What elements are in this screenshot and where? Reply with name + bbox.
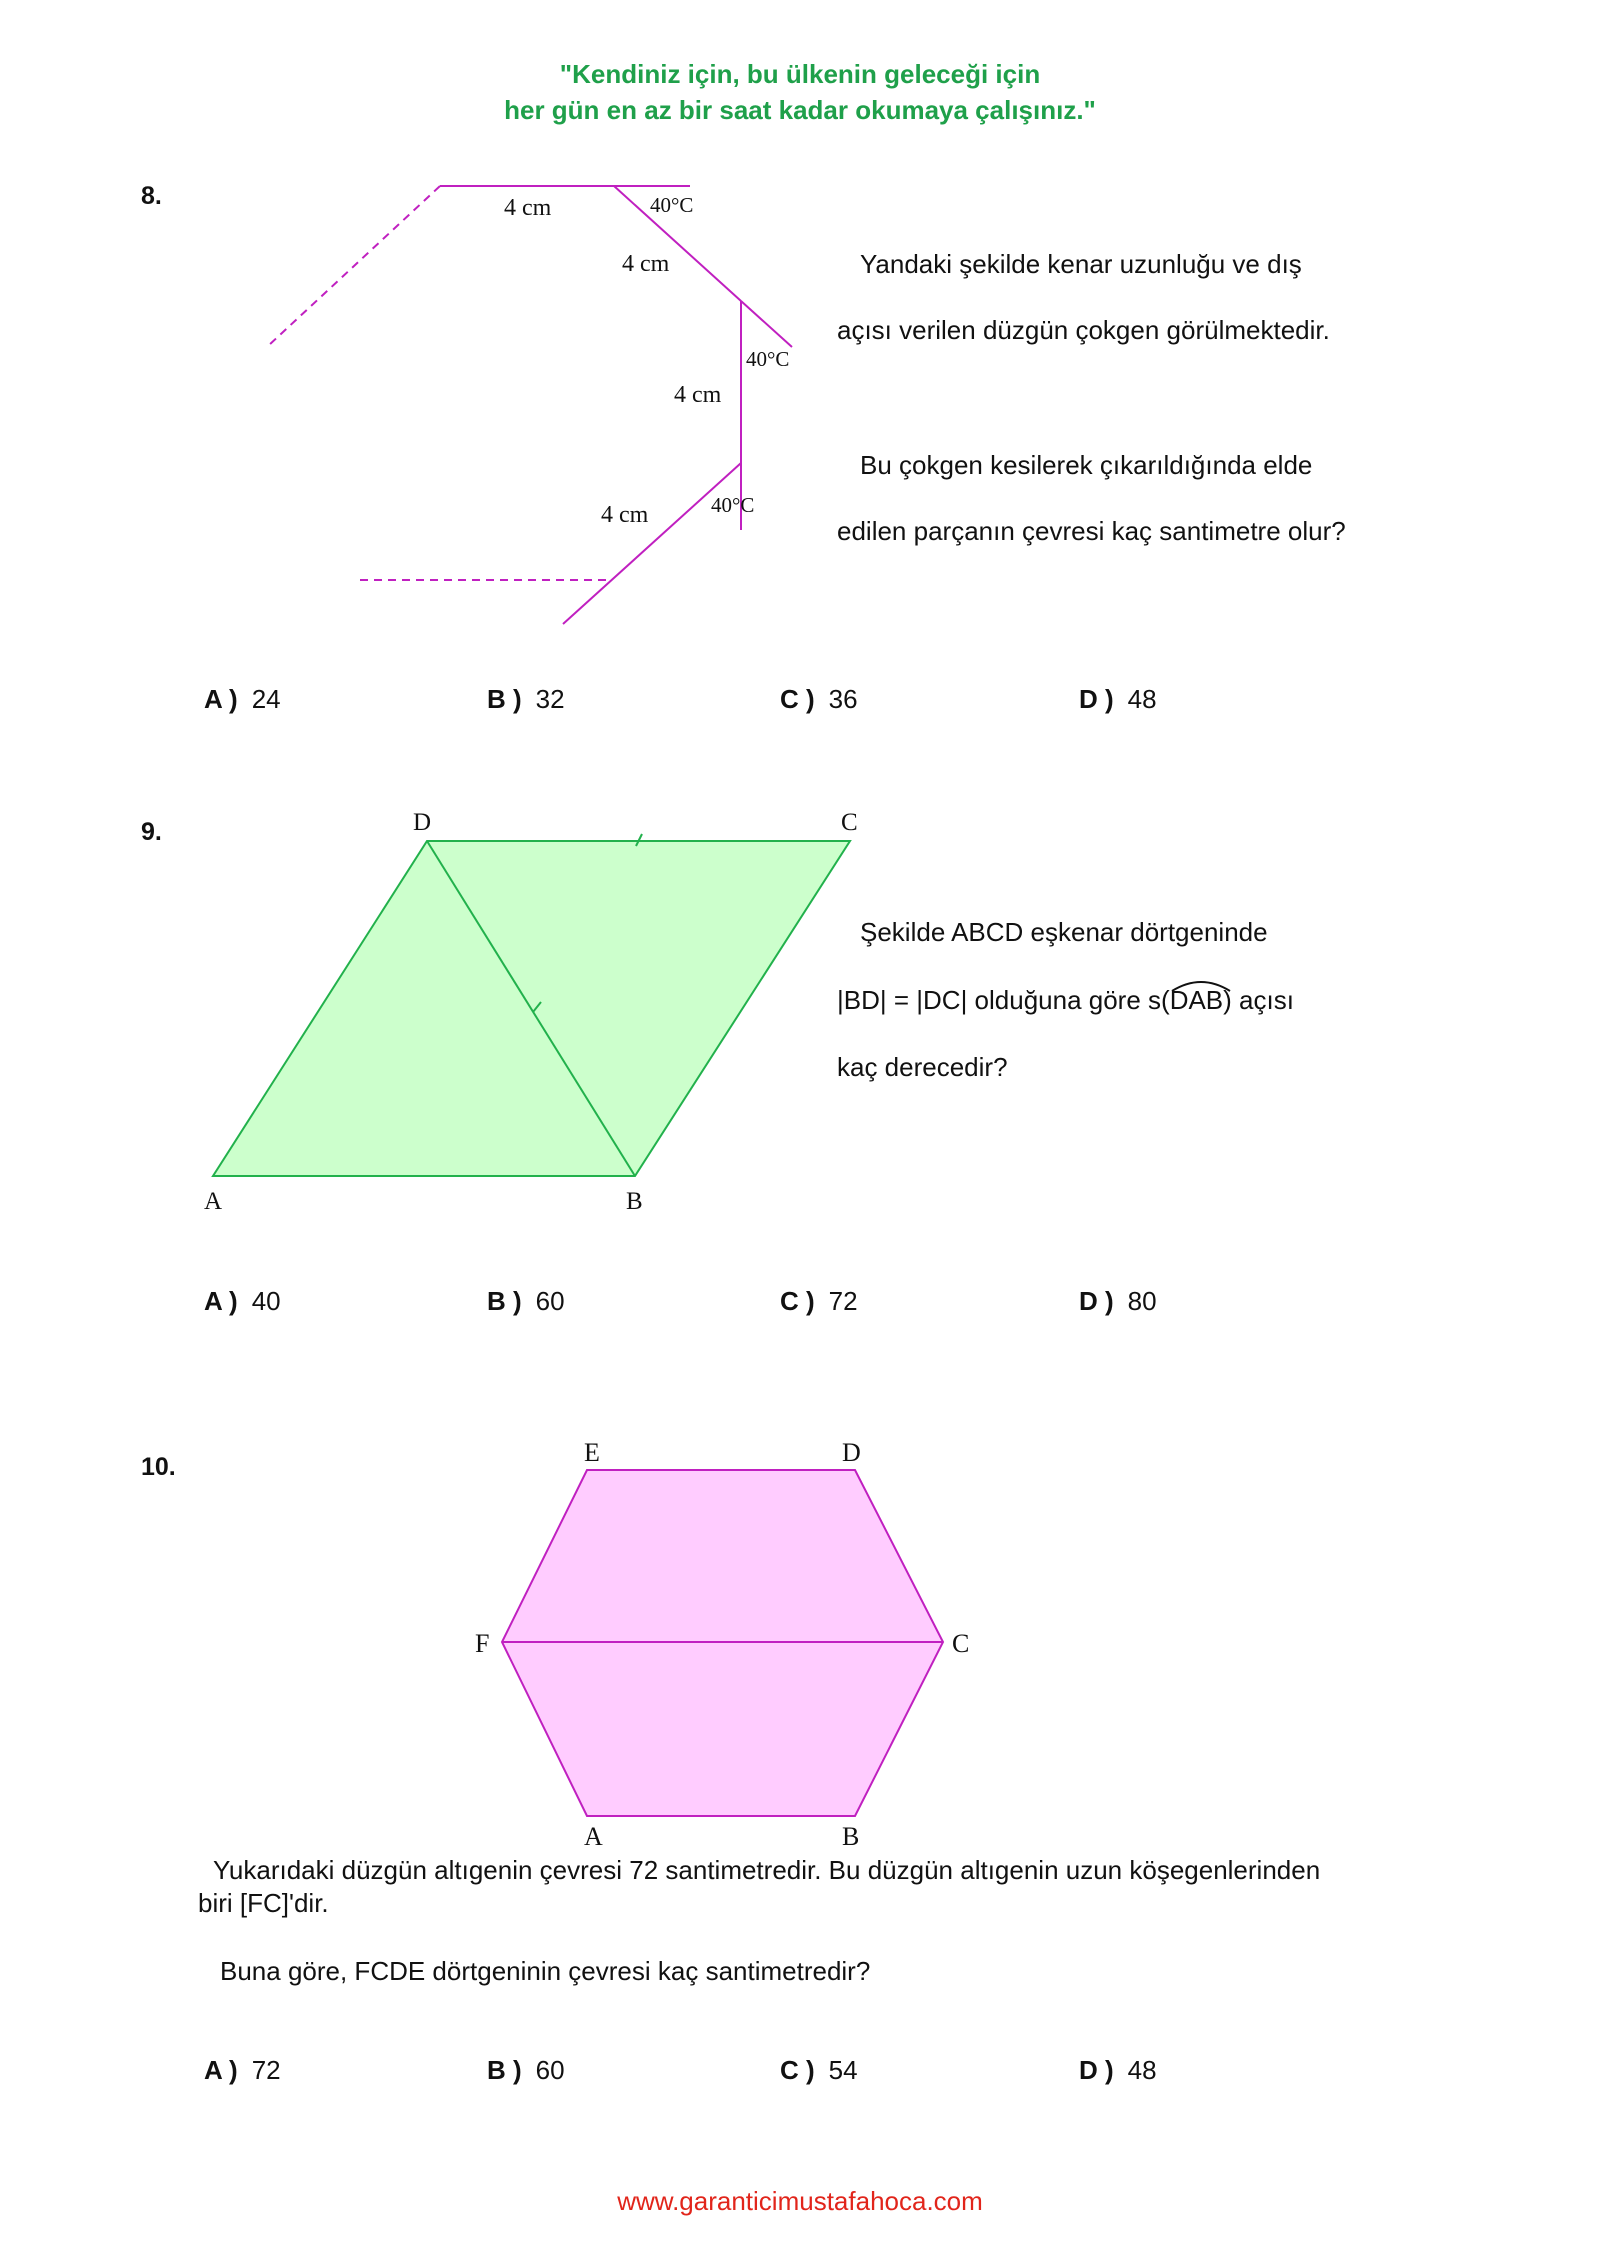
q10-option-a[interactable]	[204, 2055, 281, 2086]
q8-text-line3: Bu çokgen kesilerek çıkarıldığında elde	[860, 450, 1313, 480]
q8-option-a-letter: A )	[204, 684, 238, 714]
q8-label-top-side: 4 cm	[504, 195, 552, 221]
q8-text-line4: edilen parçanın çevresi kaç santimetre olur?	[837, 516, 1346, 546]
q9-rhombus-figure	[0, 780, 1600, 1230]
q8-option-b[interactable]	[487, 684, 565, 715]
header-quote-line2: her gün en az bir saat kadar okumaya çalışınız."	[504, 95, 1096, 125]
q9-label-a: A	[204, 1188, 223, 1215]
q8-polygon-figure	[0, 0, 1600, 700]
q10-label-e: E	[584, 1438, 600, 1467]
q10-label-a: A	[584, 1822, 603, 1850]
q10-label-f: F	[475, 1629, 490, 1658]
q9-text-line2-start: |BD| = |DC| olduğuna göre s(	[837, 985, 1170, 1015]
q8-angle-label-1: 40°C	[650, 193, 694, 217]
q9-arc-mark	[1170, 979, 1232, 993]
q10-option-a-value: 72	[251, 2055, 281, 2085]
q9-option-d-letter: D )	[1079, 1286, 1114, 1316]
q8-option-c[interactable]	[780, 684, 858, 715]
q9-text-line2-end: ) açısı	[1223, 985, 1294, 1015]
q10-option-d[interactable]	[1079, 2055, 1157, 2086]
q8-lower-edge	[563, 463, 741, 624]
q10-option-c-value: 54	[828, 2055, 858, 2085]
q10-label-d: D	[842, 1438, 861, 1467]
footer-url[interactable]: www.garanticimustafahoca.com	[617, 2186, 983, 2216]
q10-option-a-letter: A )	[204, 2055, 238, 2085]
question-10-number: 10.	[141, 1453, 176, 1481]
q9-option-c[interactable]	[780, 1286, 858, 1317]
q10-label-b: B	[842, 1822, 860, 1850]
q8-label-diagonal-side: 4 cm	[622, 251, 670, 277]
q9-text-line2	[837, 983, 1294, 1017]
header-quote-line1: "Kendiniz için, bu ülkenin geleceği için	[559, 59, 1041, 89]
q10-option-b[interactable]	[487, 2055, 565, 2086]
q10-option-b-value: 60	[535, 2055, 565, 2085]
q9-text-line3: kaç derecedir?	[837, 1052, 1008, 1082]
q9-label-c: C	[841, 809, 858, 836]
q8-angle-label-2: 40°C	[746, 347, 790, 371]
q8-option-d[interactable]	[1079, 684, 1157, 715]
q8-option-c-value: 36	[828, 684, 858, 714]
question-9-number: 9.	[141, 818, 162, 846]
q10-text-line1: Yukarıdaki düzgün altıgenin çevresi 72 santimetredir. Bu düzgün altıgenin uzun köşegenlerinden	[213, 1855, 1321, 1885]
q10-hexagon-figure	[0, 1420, 1600, 1850]
q9-option-c-value: 72	[828, 1286, 858, 1316]
q10-option-b-letter: B )	[487, 2055, 522, 2085]
q9-option-b-value: 60	[535, 1286, 565, 1316]
q8-option-d-letter: D )	[1079, 684, 1114, 714]
q8-option-a-value: 24	[251, 684, 281, 714]
q9-option-d-value: 80	[1127, 1286, 1157, 1316]
q9-option-b-letter: B )	[487, 1286, 522, 1316]
q9-arc-text: DAB	[1169, 985, 1224, 1015]
q8-option-a[interactable]	[204, 684, 281, 715]
q8-label-lower-side: 4 cm	[601, 502, 649, 528]
q9-option-b[interactable]	[487, 1286, 565, 1317]
q8-option-b-value: 32	[535, 684, 565, 714]
q9-text-line1: Şekilde ABCD eşkenar dörtgeninde	[860, 917, 1268, 947]
q10-text-line2: biri [FC]'dir.	[198, 1888, 329, 1918]
q8-option-c-letter: C )	[780, 684, 815, 714]
q10-option-c-letter: C )	[780, 2055, 815, 2085]
q8-text-line1: Yandaki şekilde kenar uzunluğu ve dış	[860, 249, 1302, 279]
q8-label-vertical-side: 4 cm	[674, 382, 722, 408]
q9-option-a-value: 40	[251, 1286, 281, 1316]
q9-label-b: B	[626, 1188, 643, 1215]
q8-dashed-left	[268, 186, 440, 346]
q10-option-d-letter: D )	[1079, 2055, 1114, 2085]
q8-angle-label-3: 40°C	[711, 493, 755, 517]
q9-option-a[interactable]	[204, 1286, 281, 1317]
q9-option-c-letter: C )	[780, 1286, 815, 1316]
q9-label-d: D	[413, 809, 432, 836]
q9-option-d[interactable]	[1079, 1286, 1157, 1317]
q8-exterior-extension-1	[741, 301, 792, 347]
q8-option-b-letter: B )	[487, 684, 522, 714]
q9-arc-dab	[1170, 983, 1223, 1017]
q10-text-line3: Buna göre, FCDE dörtgeninin çevresi kaç santimetredir?	[220, 1956, 871, 1986]
q8-text-line2: açısı verilen düzgün çokgen görülmektedir.	[837, 315, 1330, 345]
q8-option-d-value: 48	[1127, 684, 1157, 714]
q10-label-c: C	[952, 1629, 970, 1658]
q9-option-a-letter: A )	[204, 1286, 238, 1316]
q10-option-c[interactable]	[780, 2055, 858, 2086]
q10-option-d-value: 48	[1127, 2055, 1157, 2085]
question-8-number: 8.	[141, 182, 162, 210]
